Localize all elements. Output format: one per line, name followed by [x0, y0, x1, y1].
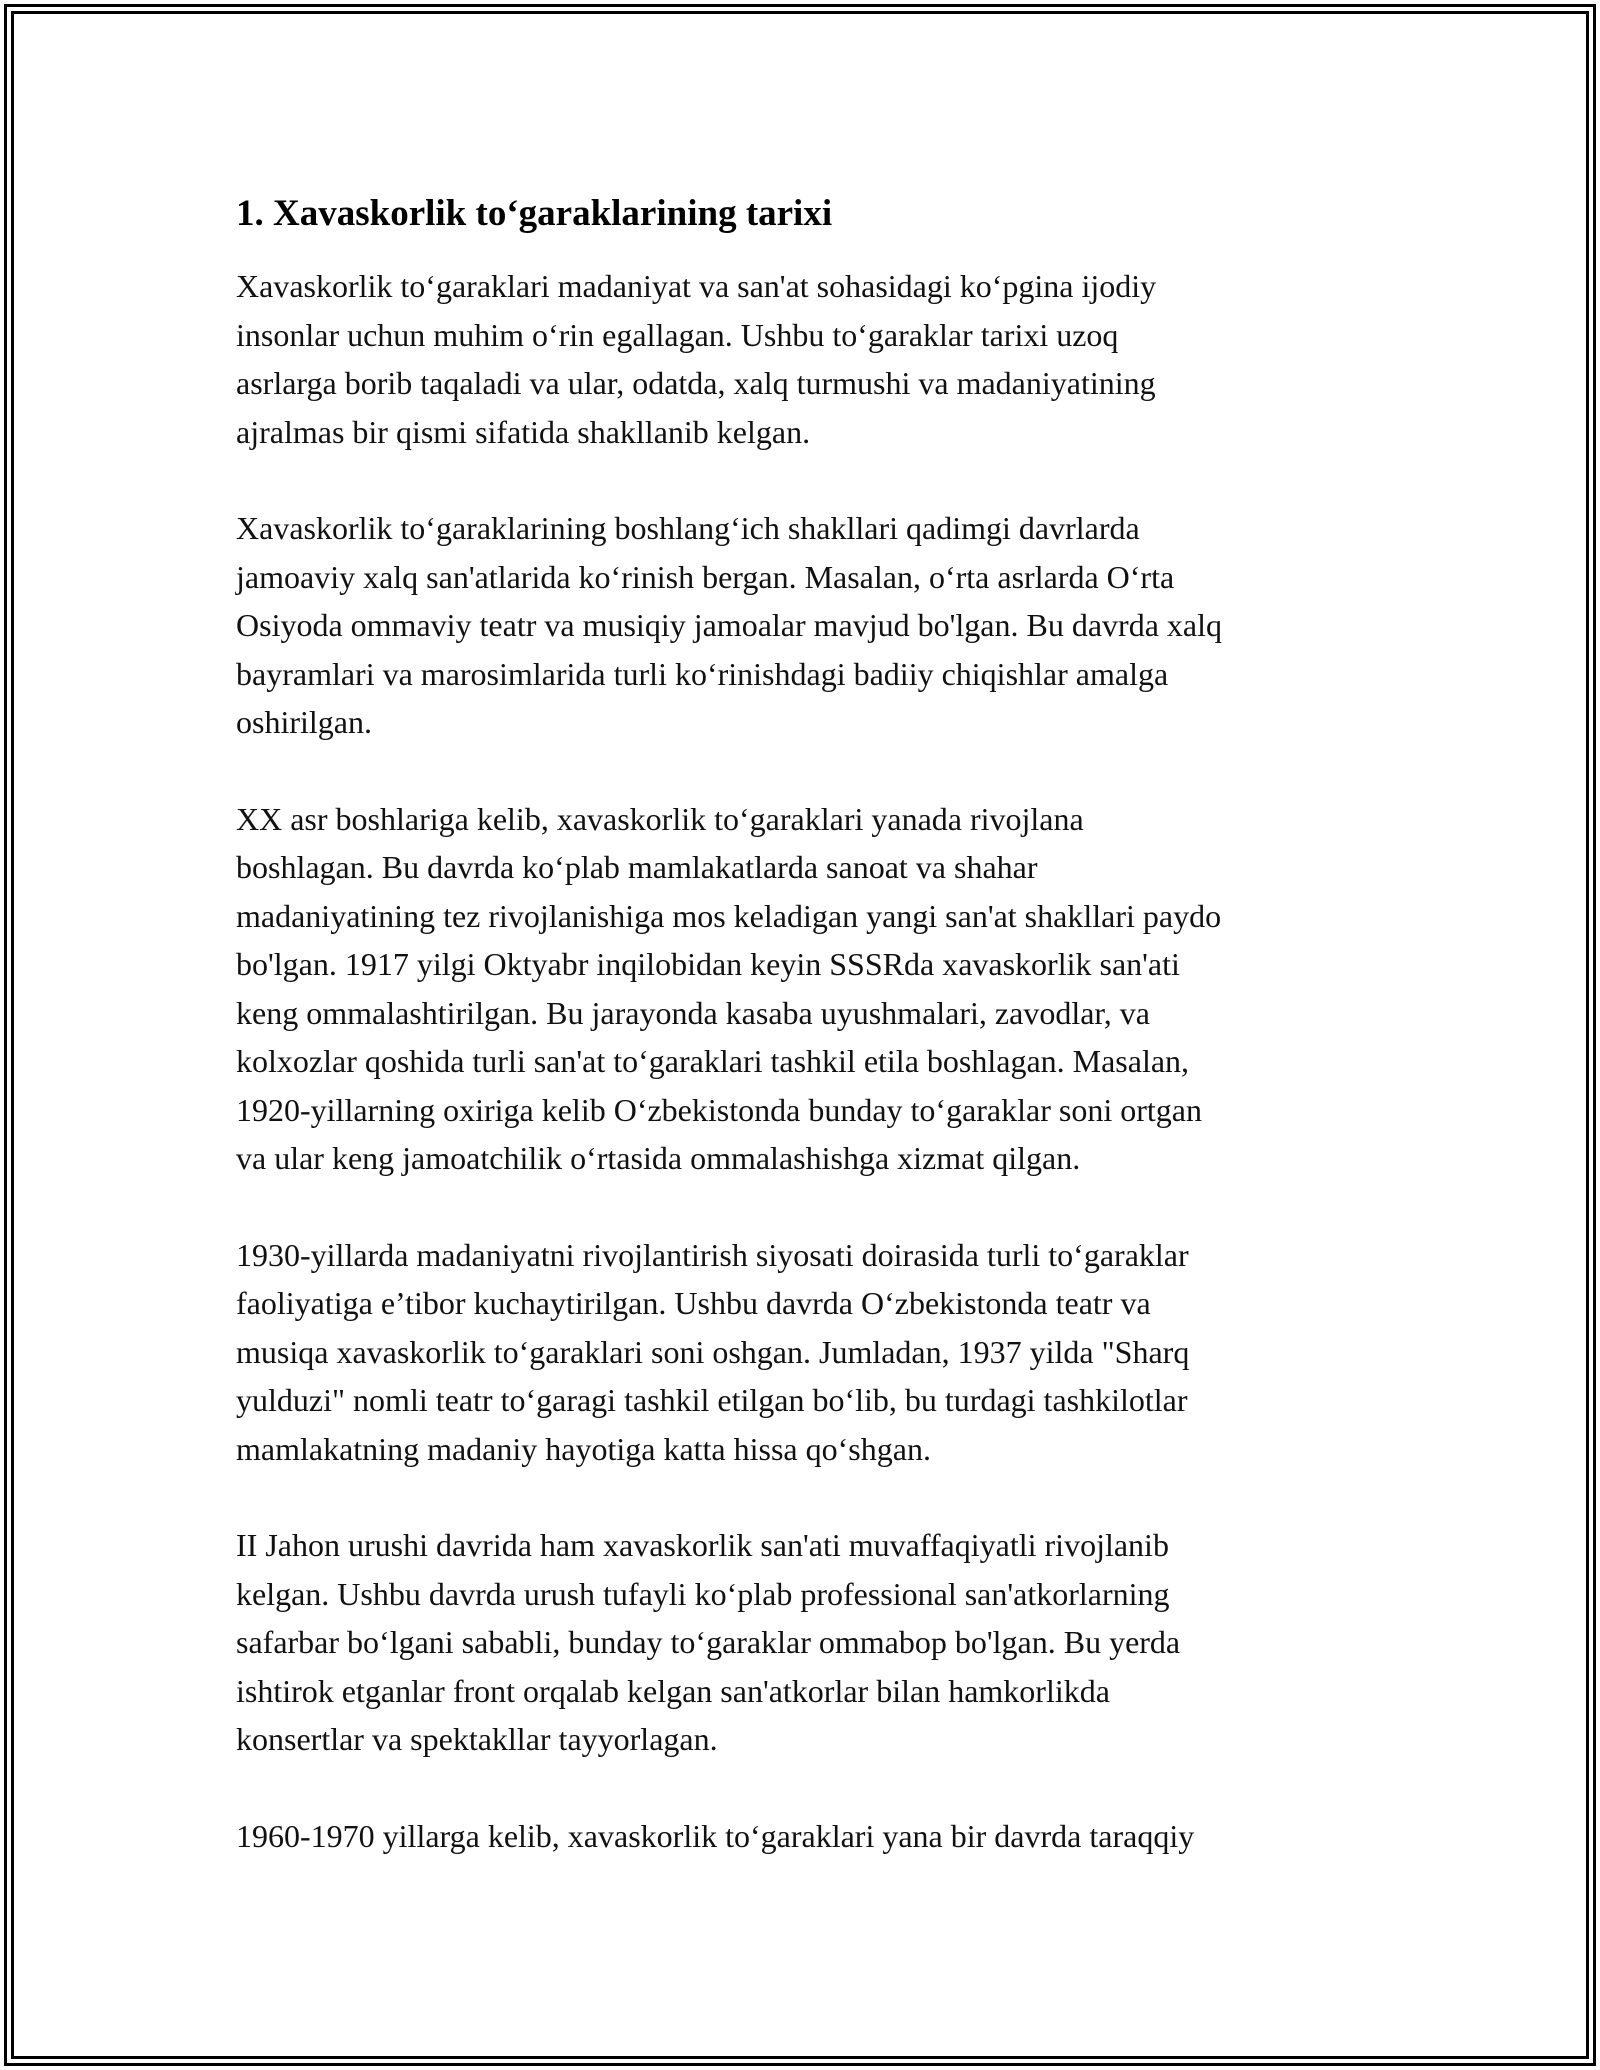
paragraph-5: II Jahon urushi davrida ham xavaskorlik san'ati muvaffaqiyatli rivojlanib kelgan. Ushbu davrda urush tufayli ko‘plab professional san'atkorlarning safarbar bo‘lgani sababli, bunday to‘garaklar ommabop bo'lgan. Bu yerda ishtirok etganlar front orqalab kelgan san'atkorlar bilan hamkorlikda konsertlar va spektakllar tayyorlagan.	[236, 1527, 1181, 1757]
document-body	[236, 186, 1376, 1908]
paragraph-6: 1960-1970 yillarga kelib, xavaskorlik to‘garaklari yana bir davrda taraqqiy	[236, 1817, 1195, 1854]
paragraph-1: Xavaskorlik to‘garaklari madaniyat va san'at sohasidagi ko‘pgina ijodiy insonlar uchun muhim o‘rin egallagan. Ushbu to‘garaklar tarixi uzoq asrlarga borib taqaladi va ular, odatda, xalq turmushi va madaniyatining ajralmas bir qismi sifatida shakllanib kelgan.	[236, 268, 1157, 450]
paragraph-3: XX asr boshlariga kelib, xavaskorlik to‘garaklari yanada rivojlana boshlagan. Bu davrda ko‘plab mamlakatlarda sanoat va shahar madaniyatining tez rivojlanishiga mos keladigan yangi san'at shakllari paydo bo'lgan. 1917 yilgi Oktyabr inqilobidan keyin SSSRda xavaskorlik san'ati keng ommalashtirilgan. Bu jarayonda kasaba uyushmalari, zavodlar, va kolxozlar qoshida turli san'at to‘garaklari tashkil etila boshlagan. Masalan, 1920-yillarning oxiriga kelib O‘zbekistonda bunday to‘garaklar soni ortgan va ular keng jamoatchilik o‘rtasida ommalashishga xizmat qilgan.	[236, 800, 1222, 1176]
paragraph-2: Xavaskorlik to‘garaklarining boshlang‘ich shakllari qadimgi davrlarda jamoaviy xalq san'atlarida ko‘rinish bergan. Masalan, o‘rta asrlarda O‘rta Osiyoda ommaviy teatr va musiqiy jamoalar mavjud bo'lgan. Bu davrda xalq bayramlari va marosimlarida turli ko‘rinishdagi badiiy chiqishlar amalga oshirilgan.	[236, 510, 1222, 740]
section-heading: 1. Xavaskorlik to‘garaklarining tarixi	[236, 193, 833, 234]
paragraph-4: 1930-yillarda madaniyatni rivojlantirish siyosati doirasida turli to‘garaklar faoliyatiga e’tibor kuchaytirilgan. Ushbu davrda O‘zbekistonda teatr va musiqa xavaskorlik to‘garaklari soni oshgan. Jumladan, 1937 yilda "Sharq yulduzi" nomli teatr to‘garagi tashkil etilgan bo‘lib, bu turdagi tashkilotlar mamlakatning madaniy hayotiga katta hissa qo‘shgan.	[236, 1236, 1190, 1467]
